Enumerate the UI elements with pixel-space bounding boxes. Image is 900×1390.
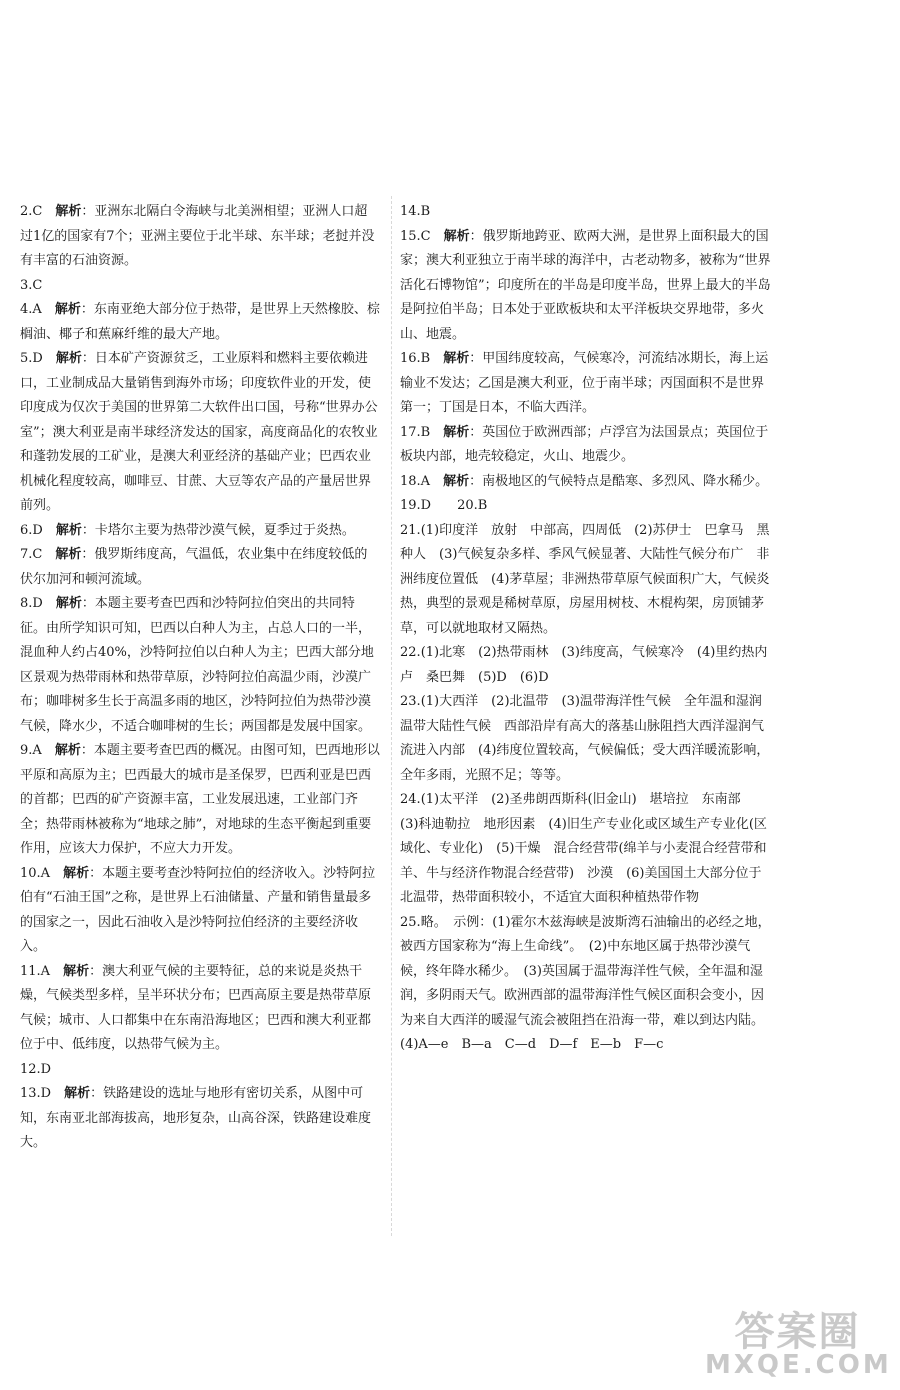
right-column (400, 200, 775, 1058)
answer-text: ：本题主要考查沙特阿拉伯的经济收入。沙特阿拉伯有“石油王国”之称，是世界上石油储量、产量和销售量最多的国家之一，因此石油收入是沙特阿拉伯经济的主要经济收入。 (20, 865, 376, 954)
answer-number: 15.C (400, 228, 431, 244)
answer-item (20, 298, 380, 347)
answer-number: 25. (400, 914, 421, 930)
answer-text: ：东南亚绝大部分位于热带，是世界上天然橡胶、棕榈油、椰子和蕉麻纤维的最大产地。 (20, 302, 380, 342)
answer-number: 16.B (400, 351, 431, 366)
answer-item (400, 225, 772, 348)
watermark-logo (705, 1300, 890, 1385)
answer-text: (1)印度洋 放射 中部高，四周低 (2)苏伊士 巴拿马 黑种人 (3)气候复杂多样、季风气候显著、大陆性气候分布广 非洲纬度位置低 (4)茅草屋；非洲热带草原气候面积广大，气候炎热，典型的景观是稀树草原，房屋用树枝、木棍构架，房顶铺茅草，可以就地取材又隔热。 (400, 522, 770, 636)
answer-number: 21. (400, 522, 421, 538)
answer-text: ：英国位于欧洲西部；卢浮宫为法国景点；英国位于板块内部，地壳较稳定，火山、地震少。 (400, 424, 769, 464)
answer-item (20, 200, 380, 274)
answer-number: 6.D (20, 522, 43, 538)
answer-text: ：俄罗斯纬度高，气温低，农业集中在纬度较低的伏尔加河和顿河流域。 (20, 547, 368, 587)
analysis-label: 解析 (443, 351, 470, 366)
answer-item (20, 592, 380, 739)
answer-number: 2.C (20, 204, 43, 219)
answer-text: (4)A—e B—a C—d D—f E—b F—c (400, 1037, 664, 1052)
column-divider (391, 196, 392, 1236)
answer-number: 19.D 20.B (400, 498, 488, 513)
answer-item (20, 1082, 380, 1156)
answer-text: (1)大西洋 (2)北温带 (3)温带海洋性气候 全年温和湿润 温带大陆性气候 西部沿岸有高大的落基山脉阻挡大西洋湿润气流进入内部 (4)纬度位置较高，气候偏低；受大西洋暖流影响，全年多雨，光照不足；等等。 (400, 694, 775, 783)
analysis-label: 解析 (54, 302, 81, 317)
analysis-label: 解析 (443, 228, 470, 244)
analysis-label: 解析 (55, 522, 82, 538)
answer-number: 8.D (20, 596, 43, 611)
answer-number: 13.D (20, 1086, 52, 1101)
analysis-label: 解析 (443, 473, 470, 489)
answer-number: 10.A (20, 865, 51, 881)
answer-item (20, 347, 380, 519)
answer-number: 3.C (20, 277, 43, 293)
answer-text: ：铁路建设的选址与地形有密切关系，从图中可知，东南亚北部海拔高，地形复杂，山高谷深，铁路建设难度大。 (20, 1086, 372, 1150)
answer-text: (1)北寒 (2)热带雨林 (3)纬度高，气候寒冷 (4)里约热内卢 桑巴舞 (5)D (6)D (400, 645, 768, 685)
answer-item (20, 274, 380, 299)
answer-text: ：甲国纬度较高，气候寒冷，河流结冰期长，海上运输业不发达；乙国是澳大利亚，位于南半球；丙国面积不是世界第一；丁国是日本，不临大西洋。 (400, 351, 769, 415)
answer-item (20, 543, 380, 592)
answer-item (400, 470, 772, 495)
answer-number: 24. (400, 792, 421, 807)
analysis-label: 解析 (63, 963, 90, 979)
analysis-label: 解析 (54, 743, 81, 758)
answer-number: 17.B (400, 424, 431, 440)
answer-text: ：俄罗斯地跨亚、欧两大洲，是世界上面积最大的国家；澳大利亚独立于南半球的海洋中，古老动物多，被称为“世界活化石博物馆”；印度所在的半岛是印度半岛，世界上最大的半岛是阿拉伯半岛；日本处于亚欧板块和太平洋板块交界地带，多火山、地震。 (400, 228, 771, 342)
answer-text: ：澳大利亚气候的主要特征，总的来说是炎热干燥，气候类型多样，呈半环状分布；巴西高原主要是热带草原气候；城市、人口都集中在东南沿海地区；巴西和澳大利亚都位于中、低纬度，以热带气候为主。 (20, 963, 372, 1052)
answer-text: 略。 示例：(1)霍尔木兹海峡是波斯湾石油输出的必经之地，被西方国家称为“海上生命线”。 (2)中东地区属于热带沙漠气候，终年降水稀少。 (3)英国属于温带海洋性气候，全年温和湿润，多阴雨天气。欧洲西部的温带海洋性气候区面积会变小，因为来自大西洋的暖湿气流会被阻挡在沿海一带，难以到达内陆。 (400, 914, 771, 1028)
answer-item (400, 641, 772, 690)
answer-item (400, 1033, 772, 1058)
answer-number: 14.B (400, 204, 431, 219)
answer-text: ：日本矿产资源贫乏，工业原料和燃料主要依赖进口，工业制成品大量销售到海外市场；印度软件业的开发，使印度成为仅次于美国的世界第二大软件出口国，号称“世界办公室”；澳大利亚是南半球经济发达的国家，高度商品化的农牧业和蓬勃发展的工矿业，是澳大利亚经济的基础产业；巴西农业机械化程度较高，咖啡豆、甘蔗、大豆等农产品的产量居世界前列。 (20, 351, 378, 513)
answer-item (400, 690, 775, 788)
answer-text: (1)太平洋 (2)圣弗朗西斯科(旧金山) 堪培拉 东南部 (3)科迪勒拉 地形因素 (4)旧生产专业化或区域生产专业化(区域化、专业化) (5)干燥 混合经营带(绵羊与小麦混合经营带和羊、牛与经济作物混合经营带) 沙漠 (6)美国国土大部分位于北温带，热带面积较小，不适宜大面积种植热带作物 (400, 792, 767, 905)
answer-number: 5.D (20, 351, 43, 366)
answer-number: 4.A (20, 302, 42, 317)
analysis-label: 解析 (63, 865, 90, 881)
analysis-label: 解析 (55, 204, 82, 219)
answer-item (400, 911, 772, 1034)
answer-number: 7.C (20, 547, 43, 562)
watermark-url: MXQE.COM (705, 1350, 892, 1380)
left-column (20, 200, 380, 1156)
answer-item (400, 347, 772, 421)
answer-item (400, 200, 772, 225)
analysis-label: 解析 (443, 424, 470, 440)
answer-text: ：本题主要考查巴西的概况。由图可知，巴西地形以平原和高原为主；巴西最大的城市是圣保罗，巴西利亚是巴西的首都；巴西的矿产资源丰富，工业发展迅速，工业部门齐全；热带雨林被称为“地球之肺”，对地球的生态平衡起到重要作用，应该大力保护，不应大力开发。 (20, 743, 380, 856)
answer-text: ：本题主要考查巴西和沙特阿拉伯突出的共同特征。由所学知识可知，巴西以白种人为主，占总人口的一半，混血种人约占40%，沙特阿拉伯以白种人为主；巴西大部分地区景观为热带雨林和热带草原，沙特阿拉伯高温少雨，沙漠广布；咖啡树多生长于高温多雨的地区，沙特阿拉伯为热带沙漠气候，降水少，不适合咖啡树的生长；两国都是发展中国家。 (20, 596, 374, 734)
answer-number: 22. (400, 645, 421, 660)
answer-number: 11.A (20, 963, 51, 979)
answer-item (20, 519, 380, 544)
analysis-label: 解析 (64, 1086, 91, 1101)
analysis-label: 解析 (55, 596, 82, 611)
answer-item (20, 1058, 380, 1083)
analysis-label: 解析 (55, 351, 82, 366)
answer-text: ：亚洲东北隔白令海峡与北美洲相望；亚洲人口超过1亿的国家有7个；亚洲主要位于北半球、东半球；老挝并没有丰富的石油资源。 (20, 204, 375, 268)
answer-text: ：南极地区的气候特点是酷寒、多烈风、降水稀少。 (469, 473, 769, 489)
answer-item (400, 494, 772, 519)
answer-item (20, 862, 380, 960)
answer-text: ：卡塔尔主要为热带沙漠气候，夏季过于炎热。 (81, 522, 355, 538)
answer-item (400, 788, 772, 911)
analysis-label: 解析 (55, 547, 82, 562)
answer-number: 12.D (20, 1061, 52, 1077)
answer-item (20, 960, 380, 1058)
answer-number: 18.A (400, 473, 431, 489)
answer-item (400, 421, 772, 470)
watermark-title: 答案圈 (734, 1309, 861, 1355)
answer-number: 23. (400, 694, 421, 709)
answer-number: 9.A (20, 743, 42, 758)
answer-item (400, 519, 772, 642)
answer-item (20, 739, 380, 862)
